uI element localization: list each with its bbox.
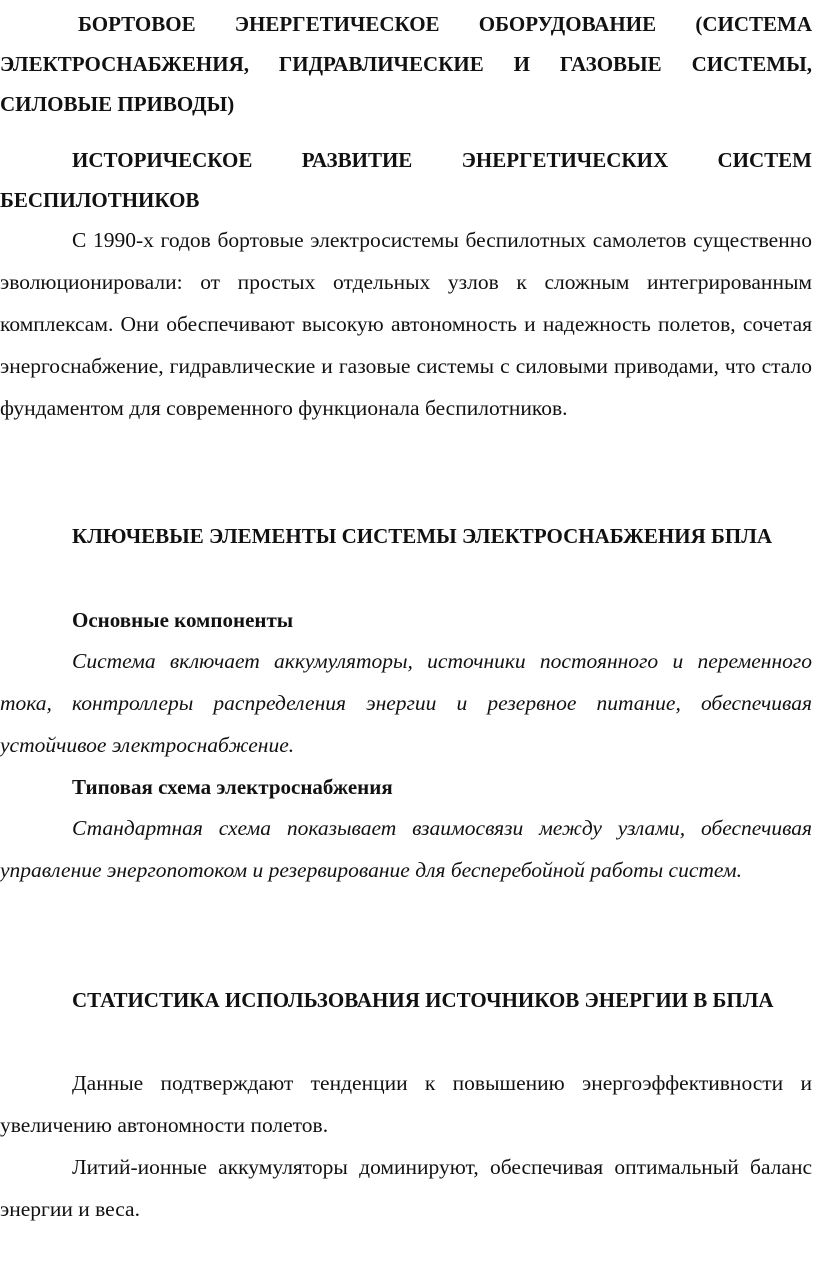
section-heading-energy-statistics: СТАТИСТИКА ИСПОЛЬЗОВАНИЯ ИСТОЧНИКОВ ЭНЕРГИИ В БПЛА (72, 988, 774, 1012)
document-title: БОРТОВОЕ ЭНЕРГЕТИЧЕСКОЕ ОБОРУДОВАНИЕ (СИСТЕМА ЭЛЕКТРОСНАБЖЕНИЯ, ГИДРАВЛИЧЕСКИЕ И ГАЗОВЫЕ СИСТЕМЫ, СИЛОВЫЕ ПРИВОДЫ) (0, 12, 812, 116)
paragraph-main-components: Система включает аккумуляторы, источники постоянного и переменного тока, контроллеры распределения энергии и резервное питание, обеспечивая устойчивое электроснабжение. (0, 649, 812, 757)
paragraph-typical-scheme: Стандартная схема показывает взаимосвязи между узлами, обеспечивая управление энергопотоком и резервирование для бесперебойной работы систем. (0, 816, 812, 882)
section-heading-power-system-elements: КЛЮЧЕВЫЕ ЭЛЕМЕНТЫ СИСТЕМЫ ЭЛЕКТРОСНАБЖЕНИЯ БПЛА (72, 524, 773, 548)
section-heading-history: ИСТОРИЧЕСКОЕ РАЗВИТИЕ ЭНЕРГЕТИЧЕСКИХ СИСТЕМ БЕСПИЛОТНИКОВ (0, 148, 812, 212)
subsection-heading-main-components: Основные компоненты (72, 608, 294, 632)
paragraph-energy-efficiency: Данные подтверждают тенденции к повышению энергоэффективности и увеличению автономности полетов. (0, 1071, 812, 1137)
subsection-heading-typical-scheme: Типовая схема электроснабжения (72, 775, 393, 799)
paragraph-history: С 1990-х годов бортовые электросистемы беспилотных самолетов существенно эволюционировали: от простых отдельных узлов к сложным интегрированным комплексам. Они обеспечивают высокую автономность и надежность полетов, сочетая энергоснабжение, гидравлические и газовые системы с силовыми приводами, что стало фундаментом для современного функционала беспилотников. (0, 228, 812, 420)
paragraph-li-ion-batteries: Литий-ионные аккумуляторы доминируют, обеспечивая оптимальный баланс энергии и веса. (0, 1155, 812, 1221)
